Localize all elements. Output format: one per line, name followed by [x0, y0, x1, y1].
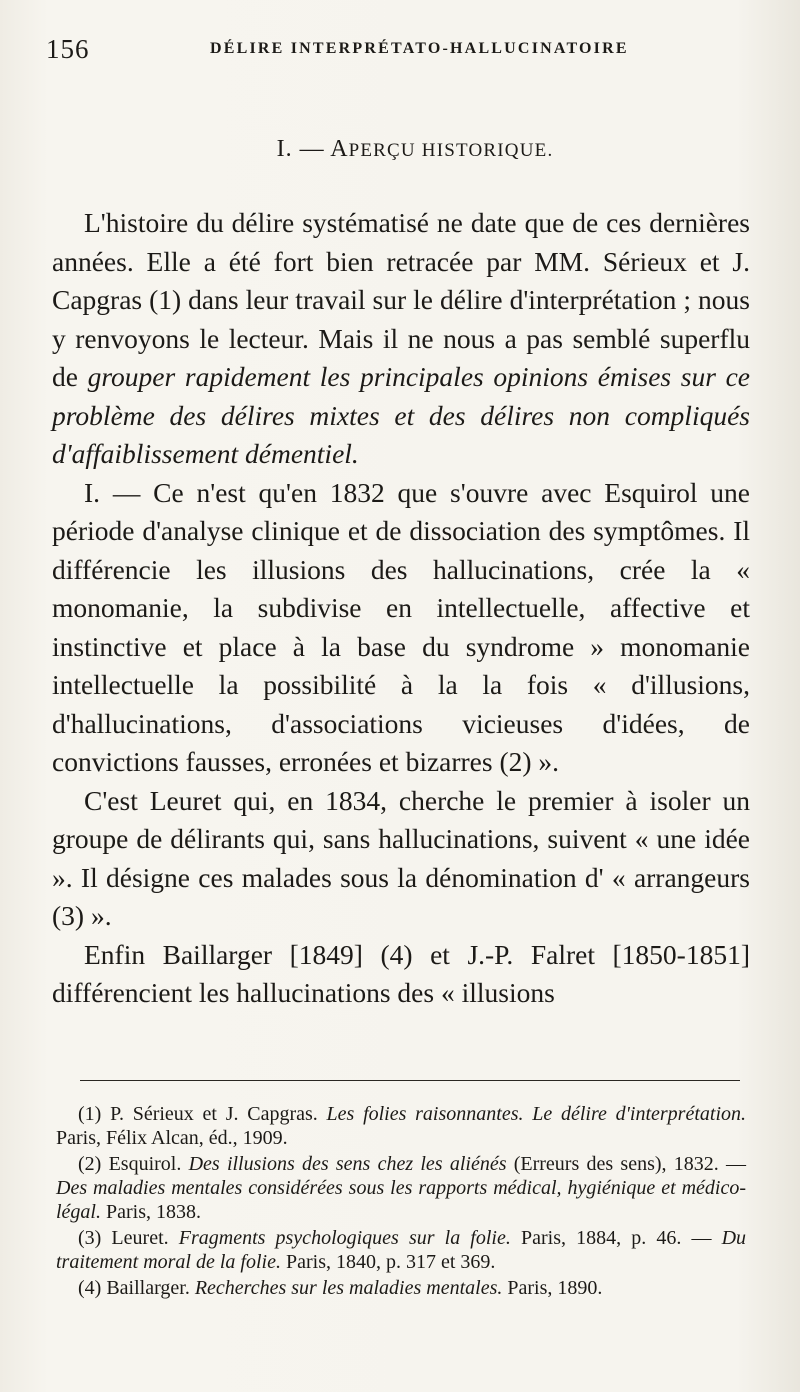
footnote	[56, 1226, 746, 1274]
footnote-tail: Paris, 1838.	[101, 1201, 201, 1223]
section-numeral: I. —	[276, 136, 331, 162]
footnote-title: Les folies raisonnantes. Le délire d'interprétation.	[326, 1103, 747, 1125]
footnote-title: Fragments psychologiques sur la folie.	[178, 1227, 511, 1249]
paragraph	[52, 204, 750, 474]
footnote-title: Des maladies mentales considérées sous les rapports médical, hygiénique et médico-légal.	[56, 1177, 746, 1223]
footnote-divider	[80, 1080, 740, 1081]
footnote	[56, 1102, 746, 1150]
section-title	[0, 136, 800, 163]
paragraph-text: L'histoire du délire systématisé ne date que de ces dernières années. Elle a été fort bien retracée par MM. Sérieux et J. Capgras (1) dans leur travail sur le délire d'interprétation ; nous y renvoyons le lecteur. Mais il ne nous a pas semblé superflu de	[52, 207, 750, 392]
footnote-lead: (4) Baillarger.	[78, 1277, 195, 1299]
section-title-text: PERÇU HISTORIQUE.	[348, 140, 554, 161]
footnote-tail: Paris, Félix Alcan, éd., 1909.	[56, 1127, 288, 1149]
footnote-mid: (Erreurs des sens), 1832. —	[506, 1153, 747, 1175]
footnote-mid: Paris, 1884, p. 46. —	[510, 1227, 722, 1249]
footnote	[56, 1276, 746, 1300]
footnote-lead: (1) P. Sérieux et J. Capgras.	[78, 1103, 327, 1125]
paragraph-italic-text: grouper rapidement les principales opinions émises sur ce problème des délires mixtes et des délires non compliqués d'affaiblissement démentiel.	[52, 361, 750, 469]
footnote-title: Des illusions des sens chez les aliénés	[188, 1153, 507, 1175]
footnotes	[56, 1102, 746, 1302]
body-text	[52, 204, 750, 1013]
paragraph: Enfin Baillarger [1849] (4) et J.-P. Falret [1850-1851] différencient les hallucinations des « illusions	[52, 938, 750, 1008]
footnote-lead: (3) Leuret.	[78, 1227, 179, 1249]
footnote-tail: Paris, 1840, p. 317 et 369.	[280, 1251, 496, 1273]
running-head: DÉLIRE INTERPRÉTATO-HALLUCINATOIRE	[210, 40, 629, 57]
paragraph: I. — Ce n'est qu'en 1832 que s'ouvre avec Esquirol une période d'analyse clinique et de dissociation des symptômes. Il différencie les illusions des hallucinations, crée la « monomanie, la subdivise en intellectuelle, affective et instinctive et place à la base du syndrome » monomanie intellectuelle la possibilité à la la fois « d'illusions, d'hallucinations, d'associations vicieuses d'idées, de convictions fausses, erronées et bizarres (2) ».	[52, 476, 750, 777]
footnote-title: Recherches sur les maladies mentales.	[194, 1277, 503, 1299]
footnote-title: Du traitement moral de la folie.	[56, 1227, 747, 1273]
footnote-tail: Paris, 1890.	[502, 1277, 603, 1299]
section-title-initial: A	[330, 136, 349, 162]
footnote	[56, 1152, 746, 1224]
page-number: 156	[46, 34, 90, 64]
footnote-lead: (2) Esquirol.	[78, 1153, 189, 1175]
page-header	[40, 30, 760, 70]
paragraph: C'est Leuret qui, en 1834, cherche le premier à isoler un groupe de délirants qui, sans hallucinations, suivent « une idée ». Il désigne ces malades sous la dénomination d' « arrangeurs (3) ».	[52, 784, 750, 931]
